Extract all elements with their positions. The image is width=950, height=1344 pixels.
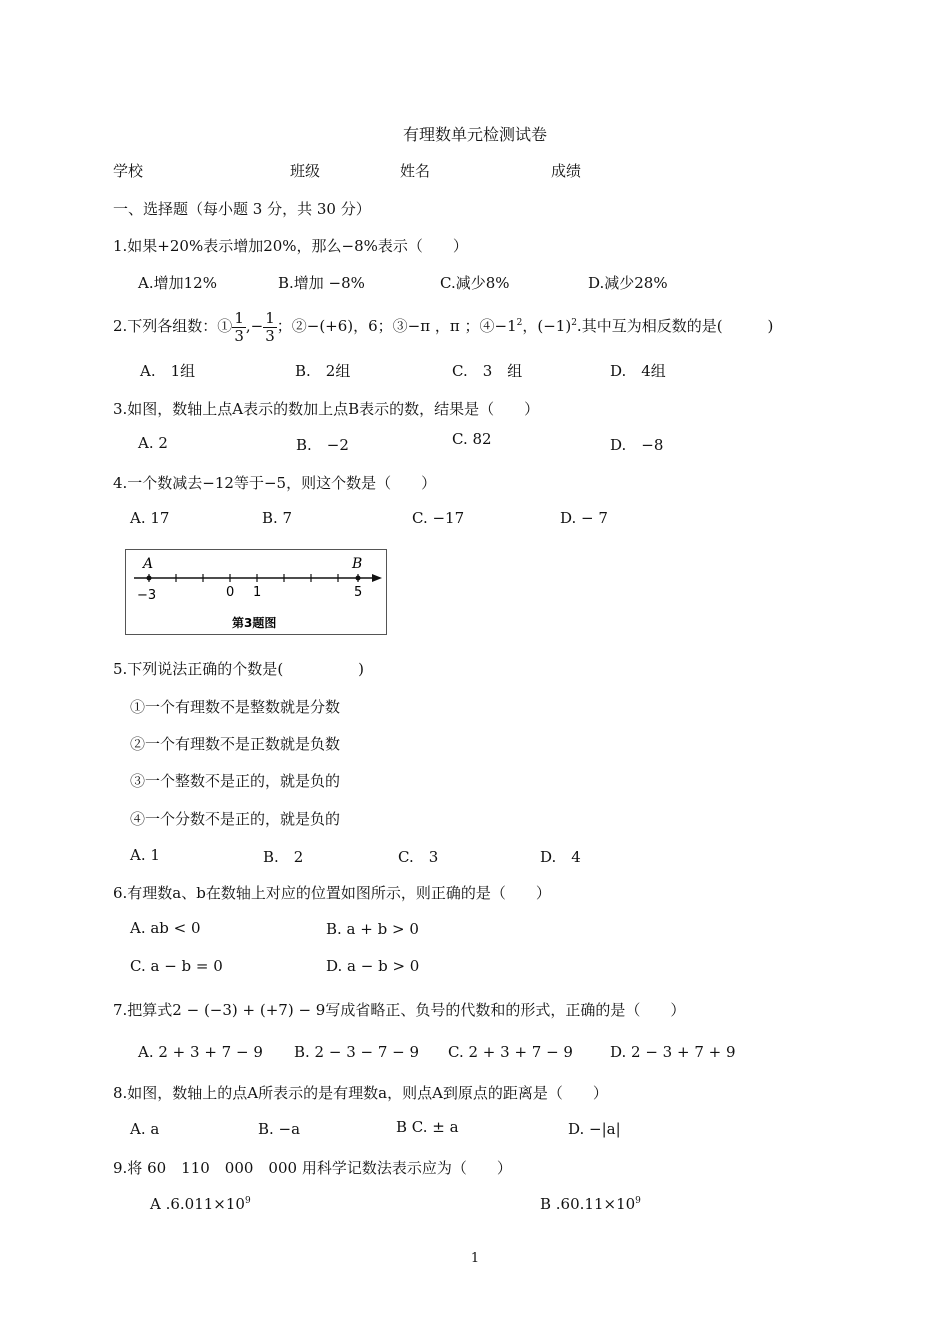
q4-option-b: B. 7 [262, 509, 293, 527]
q1-option-a: A.增加12% [138, 274, 217, 292]
q3-option-b: B. −2 [296, 436, 349, 454]
q8-option-b: B. −a [258, 1120, 301, 1138]
q5-statement-4: ④一个分数不是正的，就是负的 [130, 810, 341, 828]
q5-statement-1: ①一个有理数不是整数就是分数 [130, 698, 341, 716]
question-2-stem [113, 304, 773, 345]
number-line-svg [126, 550, 386, 634]
q2-option-a: A. 1组 [140, 362, 196, 380]
q8-option-a: A. a [130, 1120, 160, 1138]
question-5-stem: 5.下列说法正确的个数是( ) [113, 660, 365, 678]
q2-f2-denominator: 3 [265, 326, 275, 345]
q2-rest-3: .其中互为相反数的是( ) [576, 317, 774, 335]
q2-exponent-2: 2 [571, 318, 577, 328]
q1-option-d: D.减少28% [588, 274, 668, 292]
question-7-stem: 7.把算式2 − (−3) + (+7) − 9写成省略正、负号的代数和的形式，正确的是（ ） [113, 1001, 686, 1019]
q2-option-d: D. 4组 [610, 362, 666, 380]
school-label: 学校 [113, 162, 144, 180]
arrow-head-icon [372, 574, 382, 582]
q6-option-d: D. a − b > 0 [326, 957, 420, 975]
q5-option-c: C. 3 [398, 848, 439, 866]
question-6-stem: 6.有理数a、b在数轴上对应的位置如图所示，则正确的是（ ） [113, 884, 551, 902]
point-a-dot [147, 576, 152, 581]
q7-option-c: C. 2 + 3 + 7 − 9 [448, 1043, 573, 1061]
figure-number-line [125, 549, 387, 635]
q1-option-b: B.增加 −8% [278, 274, 365, 292]
page-title: 有理数单元检测试卷 [402, 125, 547, 144]
class-label: 班级 [290, 162, 321, 180]
q3-option-d: D. −8 [610, 436, 664, 454]
q2-f2-numerator: 1 [265, 309, 275, 327]
q3-option-c [452, 430, 492, 448]
q4-option-d: D. − 7 [560, 509, 608, 527]
q7-option-a: A. 2 + 3 + 7 − 9 [138, 1043, 263, 1061]
point-b-dot [356, 576, 361, 581]
point-a-label: A [143, 556, 154, 572]
q2-exponent-1: 2 [516, 318, 523, 328]
section-heading: 一、选择题（每小题 3 分，共 30 分） [113, 200, 371, 218]
q5-option-d: D. 4 [540, 848, 581, 866]
q2-fraction-2 [263, 310, 277, 344]
question-9-stem: 9.将 60 110 000 000 用科学记数法表示应为（ ） [113, 1159, 512, 1177]
q9-option-a-exponent: 9 [244, 1196, 251, 1206]
q2-f1-denominator: 3 [234, 326, 244, 345]
q9-option-b-text: B .60.11×10 [540, 1195, 636, 1213]
q1-option-c: C.减少8% [440, 274, 510, 292]
question-4-stem: 4.一个数减去−12等于−5，则这个数是（ ） [113, 474, 437, 492]
q9-option-b-exponent: 9 [635, 1196, 641, 1206]
q8-option-d: D. −|a| [568, 1120, 621, 1138]
q9-option-a [150, 1195, 251, 1213]
q9-option-b [540, 1195, 641, 1213]
page-number: 1 [470, 1251, 480, 1266]
q2-fraction-1 [232, 310, 246, 344]
tick-label-minus-3: −3 [137, 588, 157, 603]
score-label: 成绩 [551, 162, 582, 180]
q3-option-c-text: C. 8 [452, 430, 483, 448]
q6-option-b: B. a + b > 0 [326, 920, 419, 938]
q3-option-a: A. 2 [138, 434, 168, 452]
question-8-stem: 8.如图，数轴上的点A所表示的是有理数a，则点A到原点的距离是（ ） [113, 1084, 608, 1102]
q5-statement-2: ②一个有理数不是正数就是负数 [130, 735, 341, 753]
q2-f1-numerator: 1 [234, 309, 244, 327]
tick-label-0: 0 [226, 585, 235, 600]
q2-rest-1: ；②−(+6)，6；③−π ，π ；④−1 [276, 317, 517, 335]
q6-option-a: A. ab < 0 [130, 919, 201, 937]
q2-option-b: B. 2组 [295, 362, 351, 380]
tick-label-1: 1 [253, 585, 262, 600]
q7-option-b: B. 2 − 3 − 7 − 9 [294, 1043, 420, 1061]
figure-caption: 第3题图 [232, 616, 277, 630]
question-1-stem: 1.如果+20%表示增加20%，那么−8%表示（ ） [113, 237, 468, 255]
q5-statement-3: ③一个整数不是正的，就是负的 [130, 772, 341, 790]
q2-separator: ,− [245, 317, 264, 335]
q9-option-a-text: A .6.011×10 [150, 1195, 245, 1213]
tick-label-5: 5 [354, 585, 363, 600]
q5-option-a: A. 1 [130, 846, 160, 864]
question-3-stem: 3.如图，数轴上点A表示的数加上点B表示的数，结果是（ ） [113, 400, 540, 418]
q4-option-c: C. −17 [412, 509, 465, 527]
q8-option-c: B C. ± a [396, 1118, 459, 1136]
point-b-label: B [352, 556, 363, 572]
q3-option-c-sub: 2 [482, 430, 492, 448]
name-label: 姓名 [400, 162, 431, 180]
q2-rest-2: ，(−1) [522, 317, 572, 335]
q5-option-b: B. 2 [263, 848, 304, 866]
q2-option-c: C. 3 组 [452, 362, 523, 380]
q4-option-a: A. 17 [130, 509, 170, 527]
q6-option-c: C. a − b = 0 [130, 957, 223, 975]
q2-prefix: 2.下列各组数：① [113, 317, 233, 335]
q7-option-d: D. 2 − 3 + 7 + 9 [610, 1043, 736, 1061]
